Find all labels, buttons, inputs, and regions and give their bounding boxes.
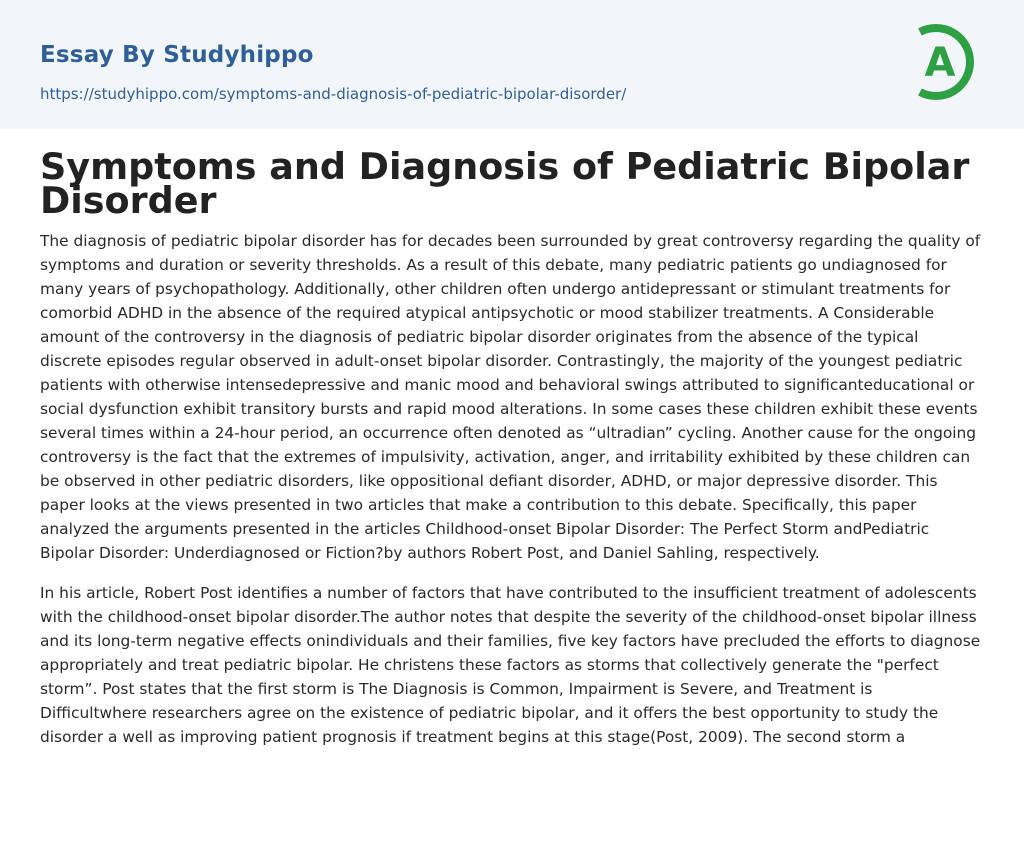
article-paragraph-2: In his article, Robert Post identifies a number of factors that have contributed to the insufficient treatment of adolescents with the childhood-onset bipolar disorder.The author notes that despite the severity of the childhood-onset bipolar illness and its long-term negative effects onindividuals and their families, five key factors have precluded the efforts to diagnose appropriately and treat pediatric bipolar. He christens these factors as storms that collectively generate the "perfect storm”. Post states that the first storm is The Diagnosis is Common, Impairment is Severe, and Treatment is Difficultwhere researchers agree on the existence of pediatric bipolar, and it offers the best opportunity to study the disorder a well as improving patient prognosis if treatment begins at this stage(Post, 2009). The second storm a (40, 584, 981, 746)
article-paragraph-1: The diagnosis of pediatric bipolar disorder has for decades been surrounded by great controversy regarding the quality of symptoms and duration or severity thresholds. As a result of this debate, many pediatric patients go undiagnosed for many years of psychopathology. Additionally, other children often undergo antidepressant or stimulant treatments for comorbid ADHD in the absence of the required atypical antipsychotic or mood stabilizer treatments. A Considerable amount of the controversy in the diagnosis of pediatric bipolar disorder originates from the absence of the typical discrete episodes regular observed in adult-onset bipolar disorder. Contrastingly, the majority of the youngest pediatric patients with otherwise intensedepressive and manic mood and behavioral swings attributed to significanteducational or social dysfunction exhibit transitory bursts and rapid mood alterations. In some cases these children exhibit these events several times within a 24-hour period, an occurrence often denoted as “ultradian” cycling. Another cause for the ongoing controversy is the fact that the extremes of impulsivity, activation, anger, and irritability exhibited by these children can be observed in other pediatric disorders, like oppositional defiant disorder, ADHD, or major depressive disorder. This paper looks at the views presented in two articles that make a contribution to this debate. Specifically, this paper analyzed the arguments presented in the articles Childhood-onset Bipolar Disorder: The Perfect Storm andPediatric Bipolar Disorder: Underdiagnosed or Fiction?by authors Robert Post, and Daniel Sahling, respectively. (40, 232, 981, 562)
article-body (40, 229, 984, 765)
site-brand[interactable]: Essay By Studyhippo (40, 42, 314, 68)
logo-letter: A (924, 40, 956, 86)
article-title: Symptoms and Diagnosis of Pediatric Bipolar Disorder (40, 145, 970, 222)
studyhippo-logo-icon[interactable] (908, 18, 988, 106)
page-url-link[interactable]: https://studyhippo.com/symptoms-and-diagnosis-of-pediatric-bipolar-disorder/ (40, 85, 627, 103)
site-header (0, 0, 1024, 129)
